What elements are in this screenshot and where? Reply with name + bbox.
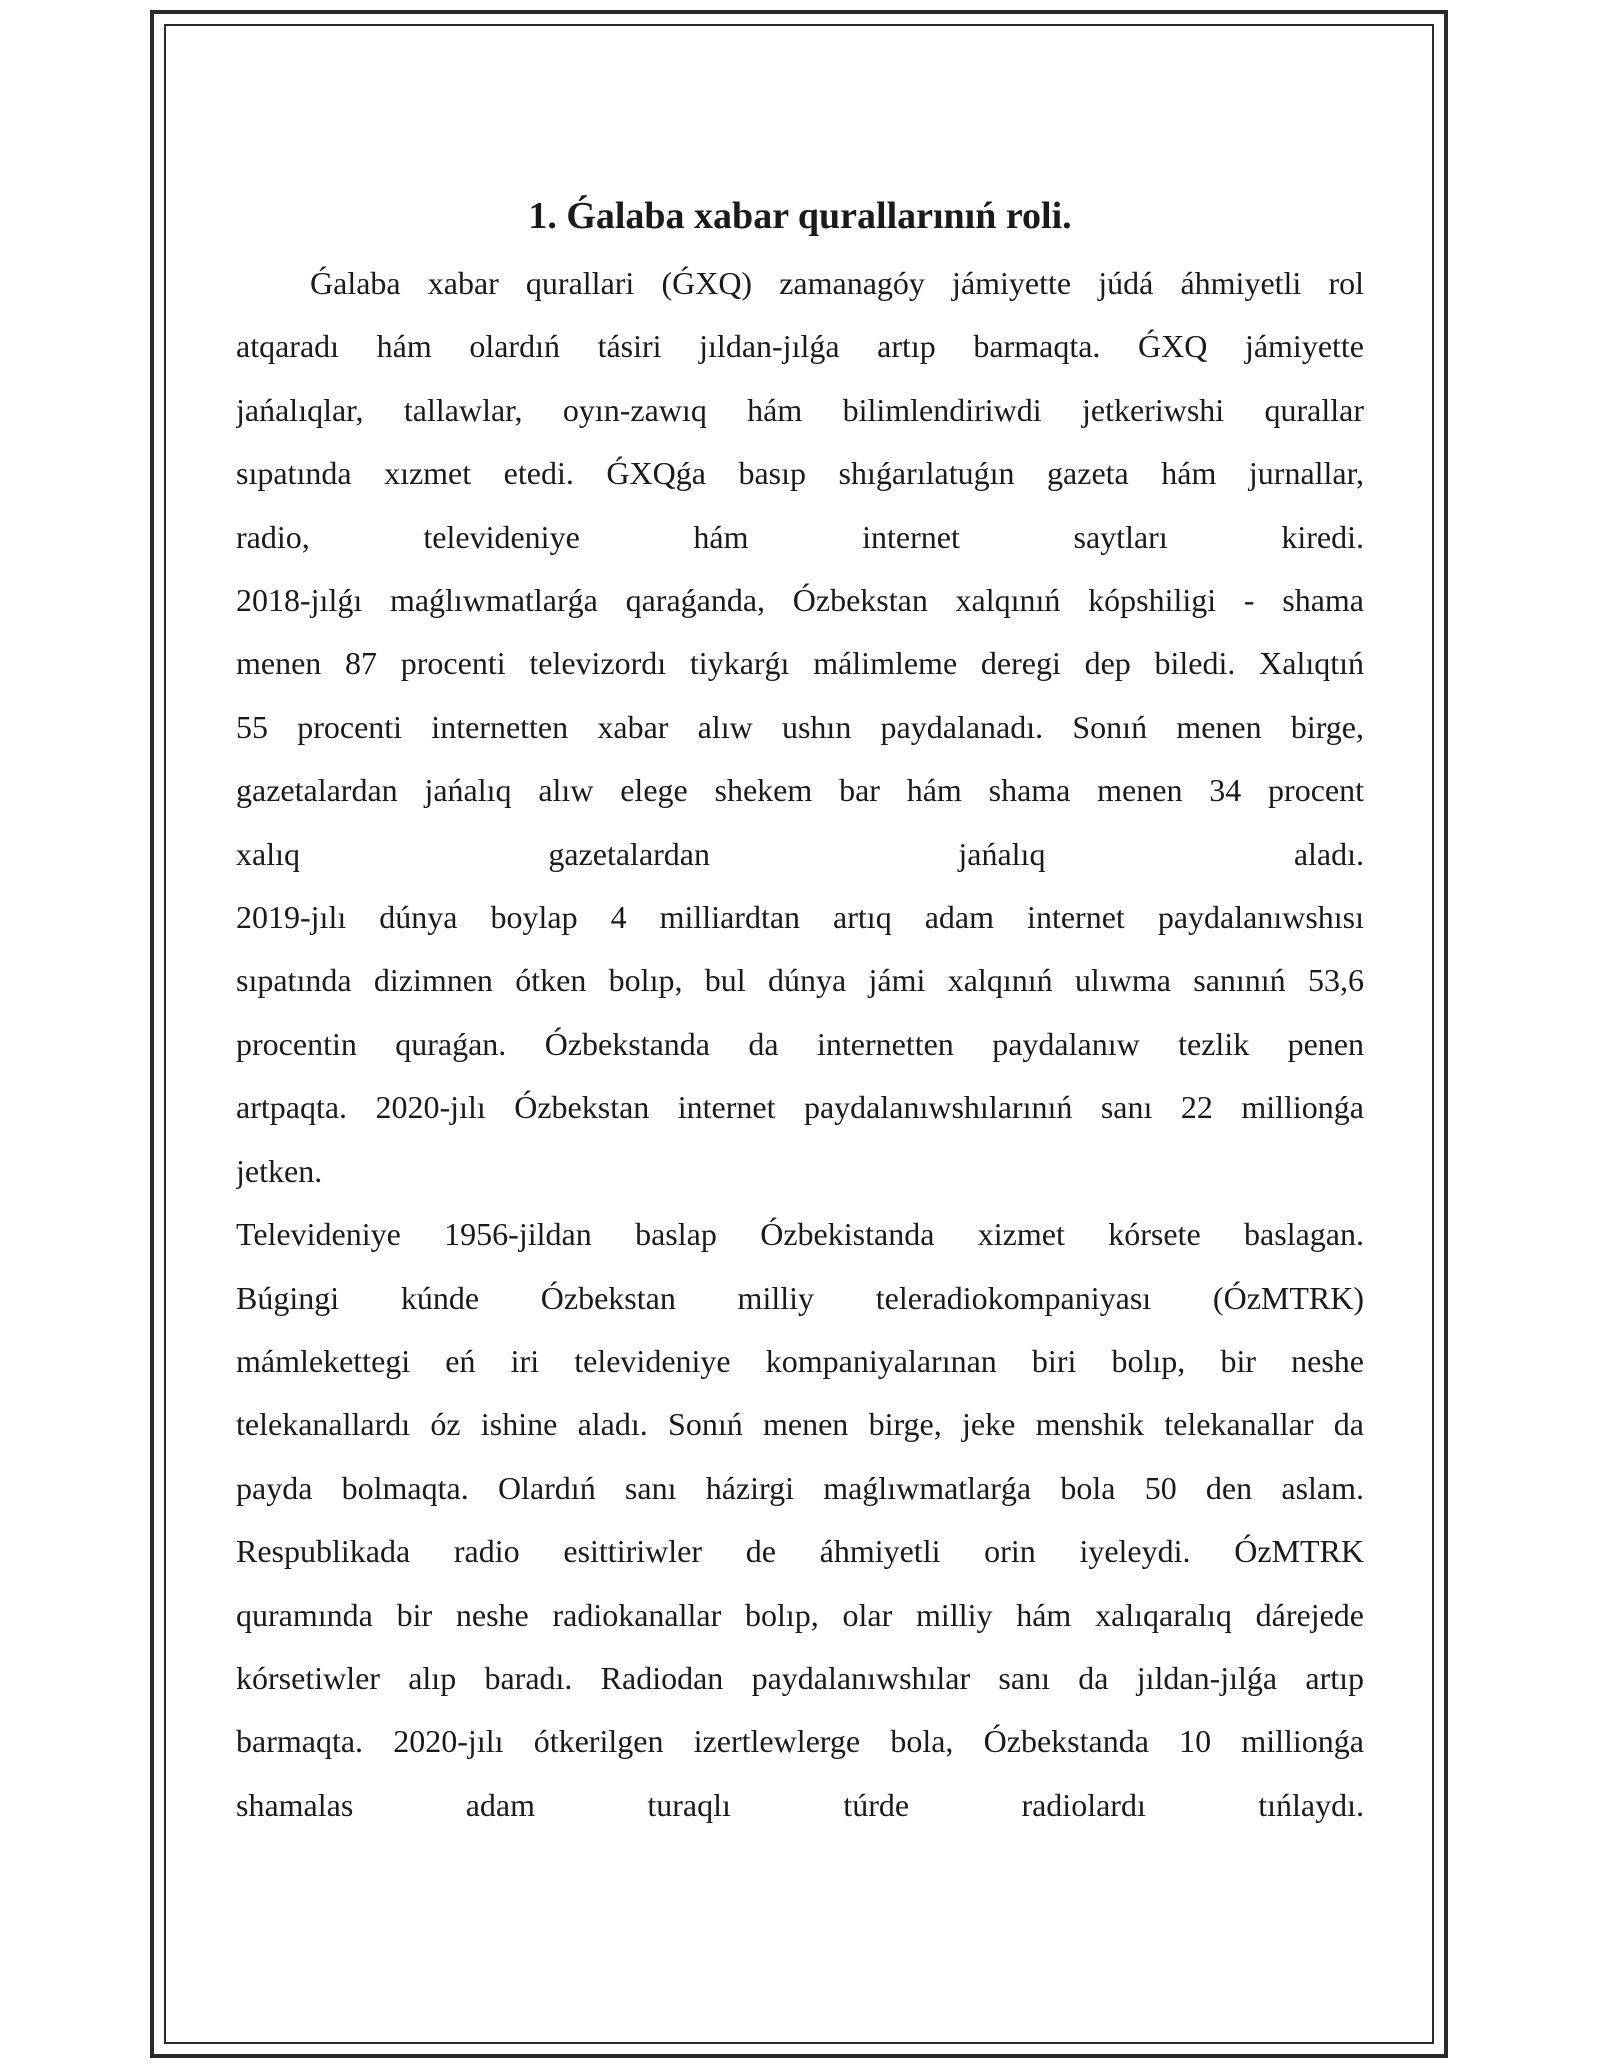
- text-line: mámlekettegi eń iri televideniye kompaniyalarınan biri bolıp, bir neshe: [236, 1342, 1364, 1379]
- text-line: Televideniye 1956-jildan baslap Ózbekistanda xizmet kórsete baslagan.: [236, 1216, 1364, 1253]
- document-body: [236, 188, 1364, 1837]
- text-line: 2018-jılǵı maǵlıwmatlarǵa qaraǵanda, Ózbekstan xalqınıń kópshiligi - shama: [236, 582, 1364, 619]
- text-line: atqaradı hám olardıń tásiri jıldan-jılǵa artıp barmaqta. ǴXQ jámiyette: [236, 328, 1364, 365]
- text-line: jańalıqlar, tallawlar, oyın-zawıq hám bilimlendiriwdi jetkeriwshi qurallar: [236, 391, 1364, 428]
- paragraph-1: [236, 252, 1364, 1203]
- text-line: procentin quraǵan. Ózbekstanda da internetten paydalanıw tezlik penen: [236, 1025, 1364, 1062]
- text-line: menen 87 procenti televizordı tiykarǵı málimleme deregi dep biledi. Xalıqtıń: [236, 645, 1364, 682]
- text-line: shamalas adam turaqlı túrde radiolardı tıńlaydı.: [236, 1786, 1364, 1823]
- text-line: jetken.: [236, 1152, 323, 1189]
- paragraph-2: [236, 1203, 1364, 1837]
- text-line: radio, televideniye hám internet saytları kiredi.: [236, 518, 1364, 555]
- text-line: telekanallardı óz ishine aladı. Sonıń menen birge, jeke menshik telekanallar da: [236, 1406, 1364, 1443]
- text-line: barmaqta. 2020-jılı ótkerilgen izertlewlerge bola, Ózbekstanda 10 millionǵa: [236, 1723, 1364, 1760]
- text-line: xalıq gazetalardan jańalıq aladı.: [236, 835, 1364, 872]
- text-line: sıpatında xızmet etedi. ǴXQǵa basıp shıǵarılatuǵın gazeta hám jurnallar,: [236, 455, 1364, 492]
- text-line: 2019-jılı dúnya boylap 4 milliardtan artıq adam internet paydalanıwshısı: [236, 899, 1364, 936]
- text-line: 55 procenti internetten xabar alıw ushın paydalanadı. Sonıń menen birge,: [236, 708, 1364, 745]
- text-line: sıpatında dizimnen ótken bolıp, bul dúnya jámi xalqınıń ulıwma sanınıń 53,6: [236, 962, 1364, 999]
- text-line: payda bolmaqta. Olardıń sanı házirgi maǵlıwmatlarǵa bola 50 den aslam.: [236, 1469, 1364, 1506]
- text-line: artpaqta. 2020-jılı Ózbekstan internet paydalanıwshılarınıń sanı 22 millionǵa: [236, 1089, 1364, 1126]
- text-line: gazetalardan jańalıq alıw elege shekem bar hám shama menen 34 procent: [236, 772, 1364, 809]
- section-title: 1. Ǵalaba xabar qurallarınıń roli.: [528, 195, 1072, 237]
- text-line: kórsetiwler alıp baradı. Radiodan paydalanıwshılar sanı da jıldan-jılǵa artıp: [236, 1659, 1364, 1696]
- text-line: quramında bir neshe radiokanallar bolıp, olar milliy hám xalıqaralıq dárejede: [236, 1596, 1364, 1633]
- text-line: Ǵalaba xabar qurallari (ǴXQ) zamanagóy jámiyette júdá áhmiyetli rol: [310, 265, 1364, 301]
- text-line: Búgingi kúnde Ózbekstan milliy teleradiokompaniyası (ÓzMTRK): [236, 1279, 1364, 1316]
- text-line: Respublikada radio esittiriwler de áhmiyetli orin iyeleydi. ÓzMTRK: [236, 1533, 1364, 1570]
